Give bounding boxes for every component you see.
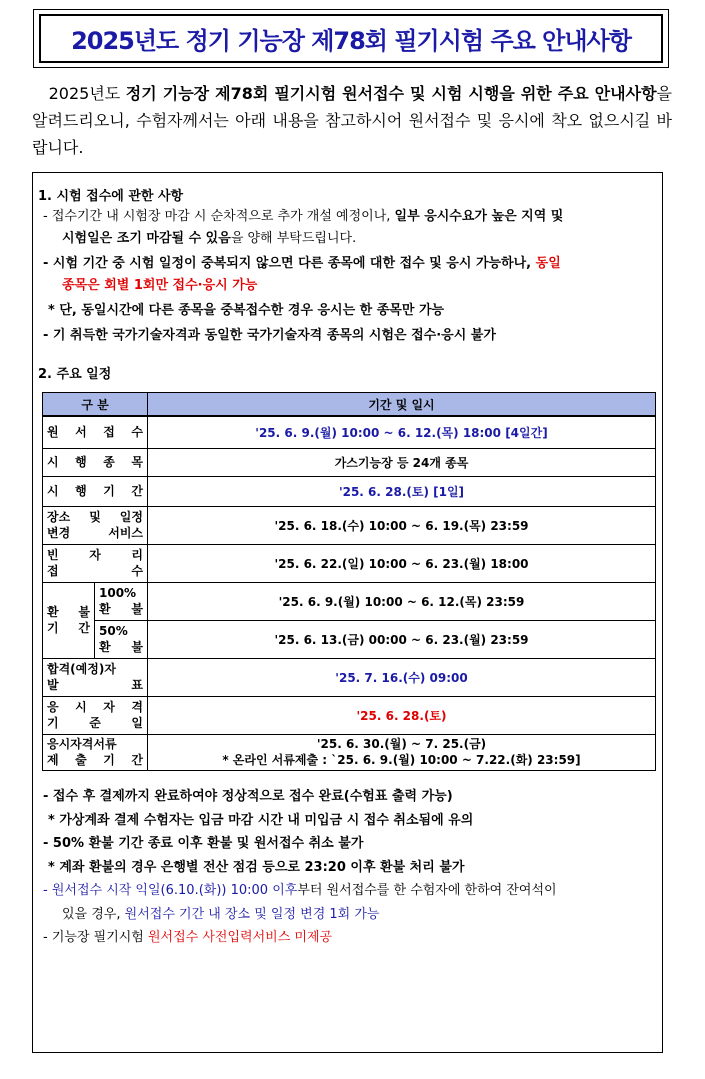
label-line: 빈 자 리 xyxy=(47,548,143,562)
section1-title: 1. 시험 접수에 관한 사항 xyxy=(38,189,184,204)
row-label xyxy=(43,734,148,770)
item-text-red: 동일 xyxy=(535,256,561,271)
table-row xyxy=(43,696,656,734)
row-value xyxy=(148,734,656,770)
row-value: '25. 6. 9.(월) 10:00 ~ 6. 12.(목) 18:00 [4일간] xyxy=(148,416,656,448)
row-label: 시 행 종 목 xyxy=(43,448,148,476)
label-line: 접 수 xyxy=(47,564,143,578)
note-text-blue: 원서접수 기간 내 장소 및 일정 변경 1회 가능 xyxy=(124,906,380,922)
sub-label xyxy=(95,620,148,658)
row-value: '25. 7. 16.(수) 09:00 xyxy=(148,658,656,696)
intro-text-1: 2025년도 xyxy=(48,84,126,103)
row-label xyxy=(43,658,148,696)
row-value: '25. 6. 18.(수) 10:00 ~ 6. 19.(목) 23:59 xyxy=(148,506,656,544)
item-text: - 접수기간 내 시험장 마감 시 순차적으로 추가 개설 예정이나, xyxy=(43,209,395,224)
table-row xyxy=(43,658,656,696)
row-label xyxy=(43,582,95,658)
table-row xyxy=(43,734,656,770)
row-label xyxy=(43,506,148,544)
section2-title: 2. 주요 일정 xyxy=(38,367,112,382)
note-item: - 50% 환불 기간 종료 이후 환불 및 원서접수 취소 불가 xyxy=(43,836,364,851)
list-item xyxy=(43,228,658,250)
item-text-bold: 시험일은 조기 마감될 수 있음 xyxy=(62,231,231,246)
list-item xyxy=(43,253,658,275)
section1-list xyxy=(43,206,658,347)
page-title: 2025년도 정기 기능장 제78회 필기시험 주요 안내사항 xyxy=(39,14,663,63)
label-line: 장소 및 일정 xyxy=(47,510,143,524)
header-cell: 기간 및 일시 xyxy=(148,393,656,417)
table-header-row xyxy=(43,393,656,417)
label-line: 기 준 일 xyxy=(47,716,143,730)
label-line: 응시자격서류 xyxy=(47,737,117,751)
note-item: * 계좌 환불의 경우 은행별 전산 점검 등으로 23:20 이후 환불 처리 불가 xyxy=(48,859,465,875)
notes-list xyxy=(43,785,658,950)
intro-paragraph xyxy=(32,80,672,161)
label-line: 환 불 xyxy=(99,640,143,654)
label-line: 제 출 기 간 xyxy=(47,753,143,767)
row-value: '25. 6. 9.(월) 10:00 ~ 6. 12.(목) 23:59 xyxy=(148,582,656,620)
note-text-blue: - 원서접수 시작 익일(6.10.(화)) 10:00 이후 xyxy=(43,883,298,898)
info-panel xyxy=(32,172,663,1053)
list-item: - 기 취득한 국가기술자격과 동일한 국가기술자격 종목의 시험은 접수·응시 불가 xyxy=(43,328,496,343)
note-item xyxy=(43,926,658,950)
schedule-table xyxy=(42,392,656,771)
intro-text-bold: 정기 기능장 제78회 필기시험 원서접수 및 시험 시행을 위한 주요 안내사항 xyxy=(125,84,657,103)
label-line: 환 불 xyxy=(99,602,143,616)
label-line: 50% xyxy=(99,624,128,638)
intro-text-2: 을 알려드리오니, 수험자께서는 아래 내용을 참고하시어 원서접수 및 응시에 착오 없으시길 바랍니다. xyxy=(32,84,672,157)
row-value: '25. 6. 28.(토) xyxy=(148,696,656,734)
label-line: 환 불 xyxy=(47,605,90,619)
sub-label xyxy=(95,582,148,620)
label-line: 변경 서비스 xyxy=(47,526,143,540)
note-item: * 가상계좌 결제 수험자는 입금 마감 시간 내 미입금 시 접수 취소됨에 유의 xyxy=(48,812,474,828)
value-line: * 온라인 서류제출 : `25. 6. 9.(월) 10:00 ~ 7.22.(화) 23:59] xyxy=(222,753,581,767)
note-item xyxy=(43,879,658,903)
value-line: '25. 6. 30.(월) ~ 7. 25.(금) xyxy=(316,737,487,751)
row-value: 가스기능장 등 24개 종목 xyxy=(148,448,656,476)
row-label: 시 행 기 간 xyxy=(43,476,148,506)
label-line: 100% xyxy=(99,586,137,600)
row-value: '25. 6. 28.(토) [1일] xyxy=(148,476,656,506)
item-text-bold: 일부 응시수요가 높은 지역 및 xyxy=(394,209,564,224)
table-row xyxy=(43,620,656,658)
item-text: 을 양해 부탁드립니다. xyxy=(230,231,357,246)
table-row xyxy=(43,506,656,544)
table-row xyxy=(43,448,656,476)
table-row xyxy=(43,476,656,506)
row-label xyxy=(43,696,148,734)
row-value: '25. 6. 22.(일) 10:00 ~ 6. 23.(월) 18:00 xyxy=(148,544,656,582)
table-row xyxy=(43,544,656,582)
note-item: - 접수 후 결제까지 완료하여야 정상적으로 접수 완료(수험표 출력 가능) xyxy=(43,789,453,804)
label-line: 기 간 xyxy=(47,621,90,635)
note-item xyxy=(43,903,658,927)
note-text-red: 원서접수 사전입력서비스 미제공 xyxy=(148,930,333,945)
note-text: 있을 경우, xyxy=(62,906,125,922)
list-item: * 단, 동일시간에 다른 종목을 중복접수한 경우 응시는 한 종목만 가능 xyxy=(48,303,445,318)
title-frame xyxy=(33,9,669,68)
list-item xyxy=(43,206,658,228)
table-row xyxy=(43,582,656,620)
note-text: - 기능장 필기시험 xyxy=(43,930,148,945)
item-text: - 시험 기간 중 시험 일정이 중복되지 않으면 다른 종목에 대한 접수 및 응시 가능하나, xyxy=(43,256,536,271)
row-value: '25. 6. 13.(금) 00:00 ~ 6. 23.(월) 23:59 xyxy=(148,620,656,658)
row-label: 원 서 접 수 xyxy=(43,416,148,448)
label-line: 응 시 자 격 xyxy=(47,700,143,714)
row-label xyxy=(43,544,148,582)
table-row xyxy=(43,416,656,448)
note-text: 부터 원서접수를 한 수험자에 한하여 잔여석이 xyxy=(297,883,557,898)
label-line: 합격(예정)자 xyxy=(47,662,116,676)
list-item: 종목은 회별 1회만 접수·응시 가능 xyxy=(62,278,258,293)
label-line: 발 표 xyxy=(47,678,143,692)
header-cell: 구 분 xyxy=(43,393,148,417)
